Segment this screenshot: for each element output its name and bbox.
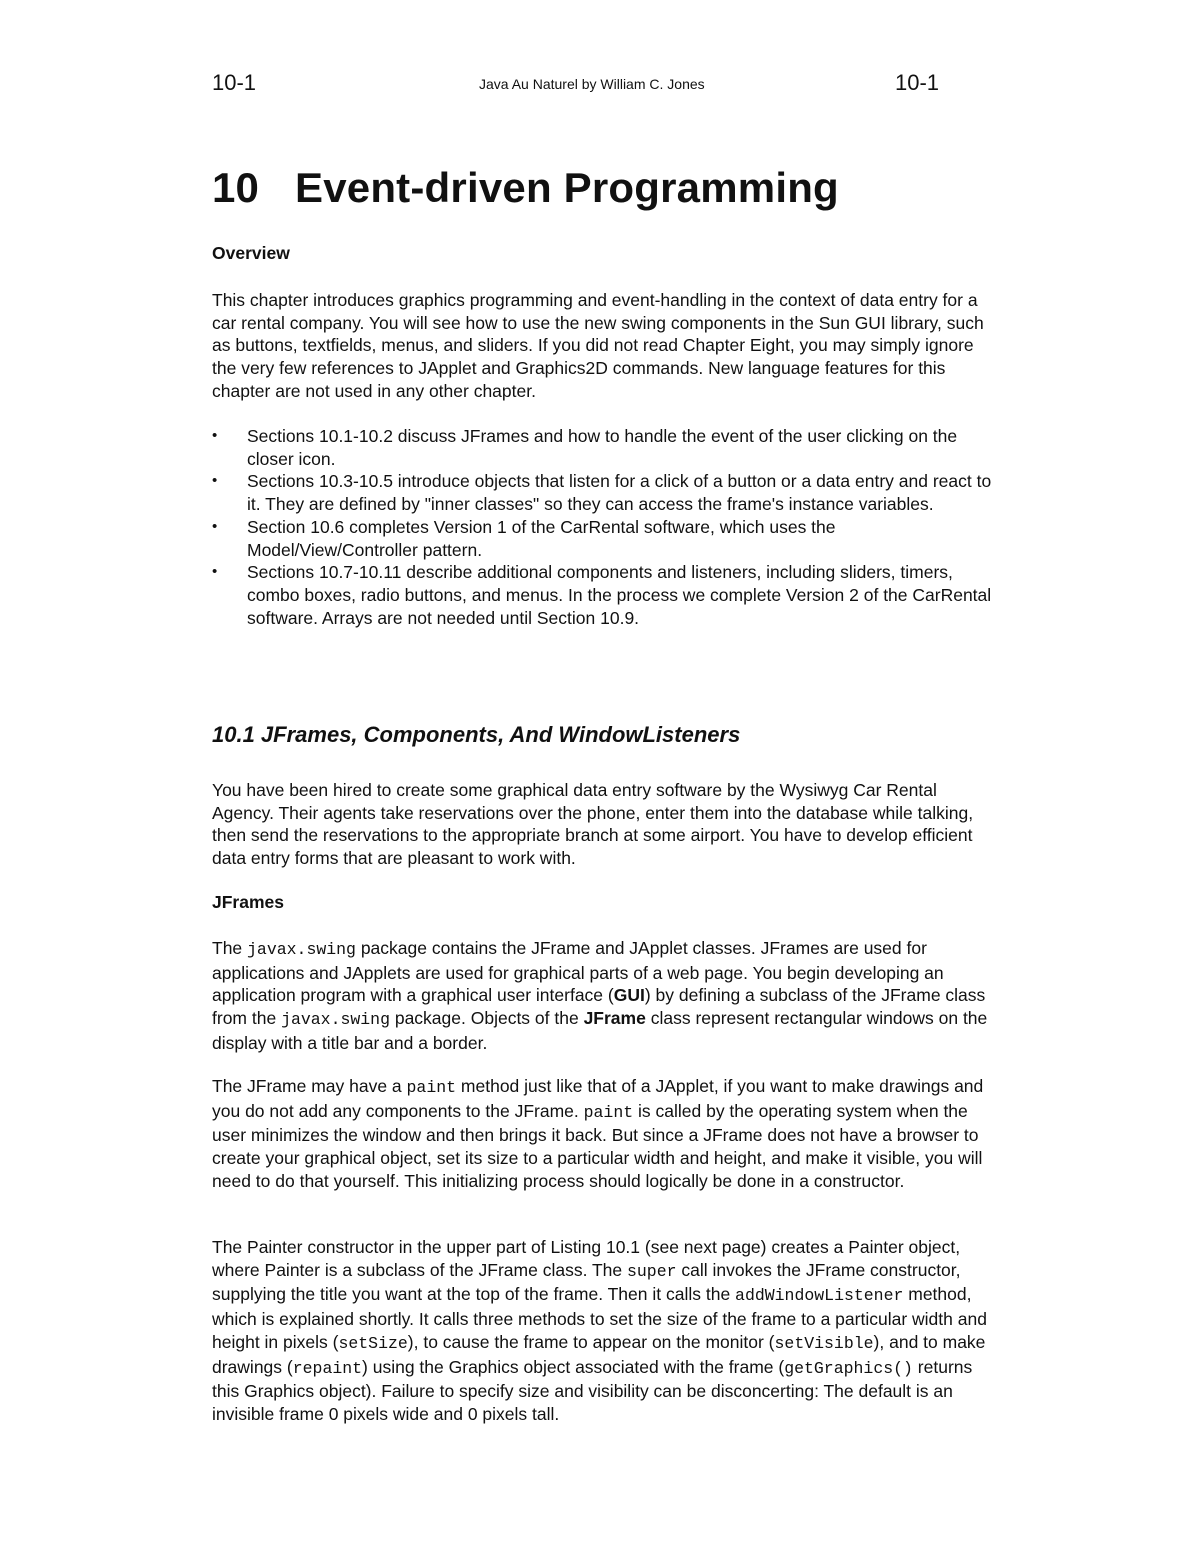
overview-heading-block — [212, 242, 1002, 265]
section-intro-paragraph: You have been hired to create some graphical data entry software by the Wysiwyg Car Rental Agency. Their agents take reservations over the phone, enter them into the database while talking, then send the reservations to the appropriate branch at some airport. You have to develop efficient data entry forms that are pleasant to work with. — [212, 780, 974, 869]
bullet-glyph: • — [212, 563, 218, 581]
bullet-glyph: • — [212, 517, 218, 535]
code-run: setSize — [338, 1333, 408, 1353]
jframes-heading: JFrames — [212, 892, 284, 912]
text-run: method just like that of a JApplet, if you want to make drawings and you do not add any components to the JFrame. — [212, 1076, 984, 1121]
overview-bullets-block — [212, 425, 1002, 629]
jframes-paragraph-1-block — [212, 937, 1002, 1055]
jframes-paragraph-2-block — [212, 1075, 1002, 1193]
bullet-item — [212, 516, 1002, 561]
jframes-heading-block — [212, 891, 1002, 914]
section-intro-block — [212, 779, 1002, 870]
bullet-text: Sections 10.3-10.5 introduce objects that listen for a click of a button or a data entry and react to it. They are defined by "inner classes" so they can access the frame's instance variables. — [247, 471, 992, 515]
text-run: The — [212, 938, 248, 958]
text-run: returns this Graphics object). Failure to specify size and visibility can be disconcerting: The default is an invisible frame 0 pixels wide and 0 pixels tall. — [212, 1356, 973, 1424]
jframes-paragraph-1 — [212, 937, 1002, 1055]
code-run: paint — [583, 1102, 634, 1122]
text-run: The JFrame may have a — [212, 1076, 407, 1096]
bullet-item — [212, 425, 1002, 470]
bullet-text: Sections 10.7-10.11 describe additional components and listeners, including sliders, timers, combo boxes, radio buttons, and menus. In the process we complete Version 2 of the CarRental software. Arrays are not needed until Section 10.9. — [247, 562, 992, 628]
code-run: repaint — [292, 1358, 363, 1378]
code-run: javax.swing — [281, 1010, 390, 1030]
code-run: addWindowListener — [735, 1286, 904, 1306]
overview-paragraph-block — [212, 289, 1002, 403]
text-run: package. Objects of the — [389, 1008, 584, 1029]
overview-paragraph: This chapter introduces graphics programming and event-handling in the context of data entry for a car rental company. You will see how to use the new swing components in the Sun GUI library, such as buttons, textfields, menus, and sliders. If you did not read Chapter Eight, you may simply ignore the very few references to JApplet and Graphics2D commands. New language features for this chapter are not used in any other chapter. — [212, 290, 984, 401]
header-page-number-right: 10-1 — [895, 70, 940, 95]
bullet-item — [212, 470, 1002, 515]
text-run: method, which is explained shortly. It calls three methods to set the size of the frame to a particular width and height in pixels ( — [212, 1284, 987, 1352]
code-run: getGraphics() — [784, 1358, 913, 1378]
overview-heading: Overview — [212, 243, 290, 263]
text-run: call invokes the JFrame constructor, supplying the title you want at the top of the frame. Then it calls the — [212, 1259, 961, 1305]
code-run: super — [627, 1261, 677, 1281]
bullet-glyph: • — [212, 427, 218, 444]
text-run: The Painter constructor in the upper part of Listing 10.1 (see next page) creates a Painter object, where Painter is a subclass of the JFrame class. The — [212, 1237, 961, 1280]
overview-bullet-list — [212, 425, 1002, 629]
text-run: is called by the operating system when the user minimizes the window and then brings it back. But since a JFrame does not have a browser to create your graphical object, set its size to a particular width and height, and make it visible, you will need to do that yourself. This initializing process should logically be done in a constructor. — [212, 1100, 983, 1191]
text-run: package contains the JFrame and JApplet classes. JFrames are used for applications and JApplets are used for graphical parts of a web page. You begin developing an application program with a graphical user interface ( — [212, 938, 944, 1006]
chapter-number: 10 — [212, 164, 260, 211]
bullet-glyph: • — [212, 472, 218, 490]
code-run: javax.swing — [247, 940, 356, 959]
bold-run: JFrame — [583, 1008, 646, 1029]
section-title: 10.1 JFrames, Components, And WindowListeners — [212, 722, 741, 747]
text-run: ) using the Graphics object associated with the frame ( — [362, 1356, 785, 1377]
chapter-title-text: Event-driven Programming — [295, 164, 839, 211]
bullet-text: Sections 10.1-10.2 discuss JFrames and how to handle the event of the user clicking on the closer icon. — [247, 426, 958, 469]
text-run: ), to cause the frame to appear on the monitor ( — [407, 1331, 775, 1352]
text-run: ), and to make drawings ( — [212, 1331, 986, 1377]
bold-run: GUI — [613, 985, 645, 1006]
bullet-item — [212, 561, 1002, 629]
text-run: ) by defining a subclass of the JFrame class from the — [212, 985, 986, 1029]
bullet-text: Section 10.6 completes Version 1 of the CarRental software, which uses the Model/View/Controller pattern. — [247, 516, 836, 560]
code-run: paint — [406, 1078, 457, 1097]
header-page-number-left: 10-1 — [212, 70, 257, 95]
text-run: class represent rectangular windows on the display with a title bar and a border. — [212, 1008, 988, 1053]
code-run: setVisible — [774, 1333, 874, 1353]
running-header — [212, 70, 1200, 102]
jframes-paragraph-3-block — [212, 1236, 1002, 1426]
chapter-title — [212, 164, 839, 212]
header-book-title: Java Au Naturel by William C. Jones — [479, 76, 705, 92]
jframes-paragraph-2 — [212, 1075, 1002, 1193]
jframes-paragraph-3 — [212, 1236, 1002, 1426]
